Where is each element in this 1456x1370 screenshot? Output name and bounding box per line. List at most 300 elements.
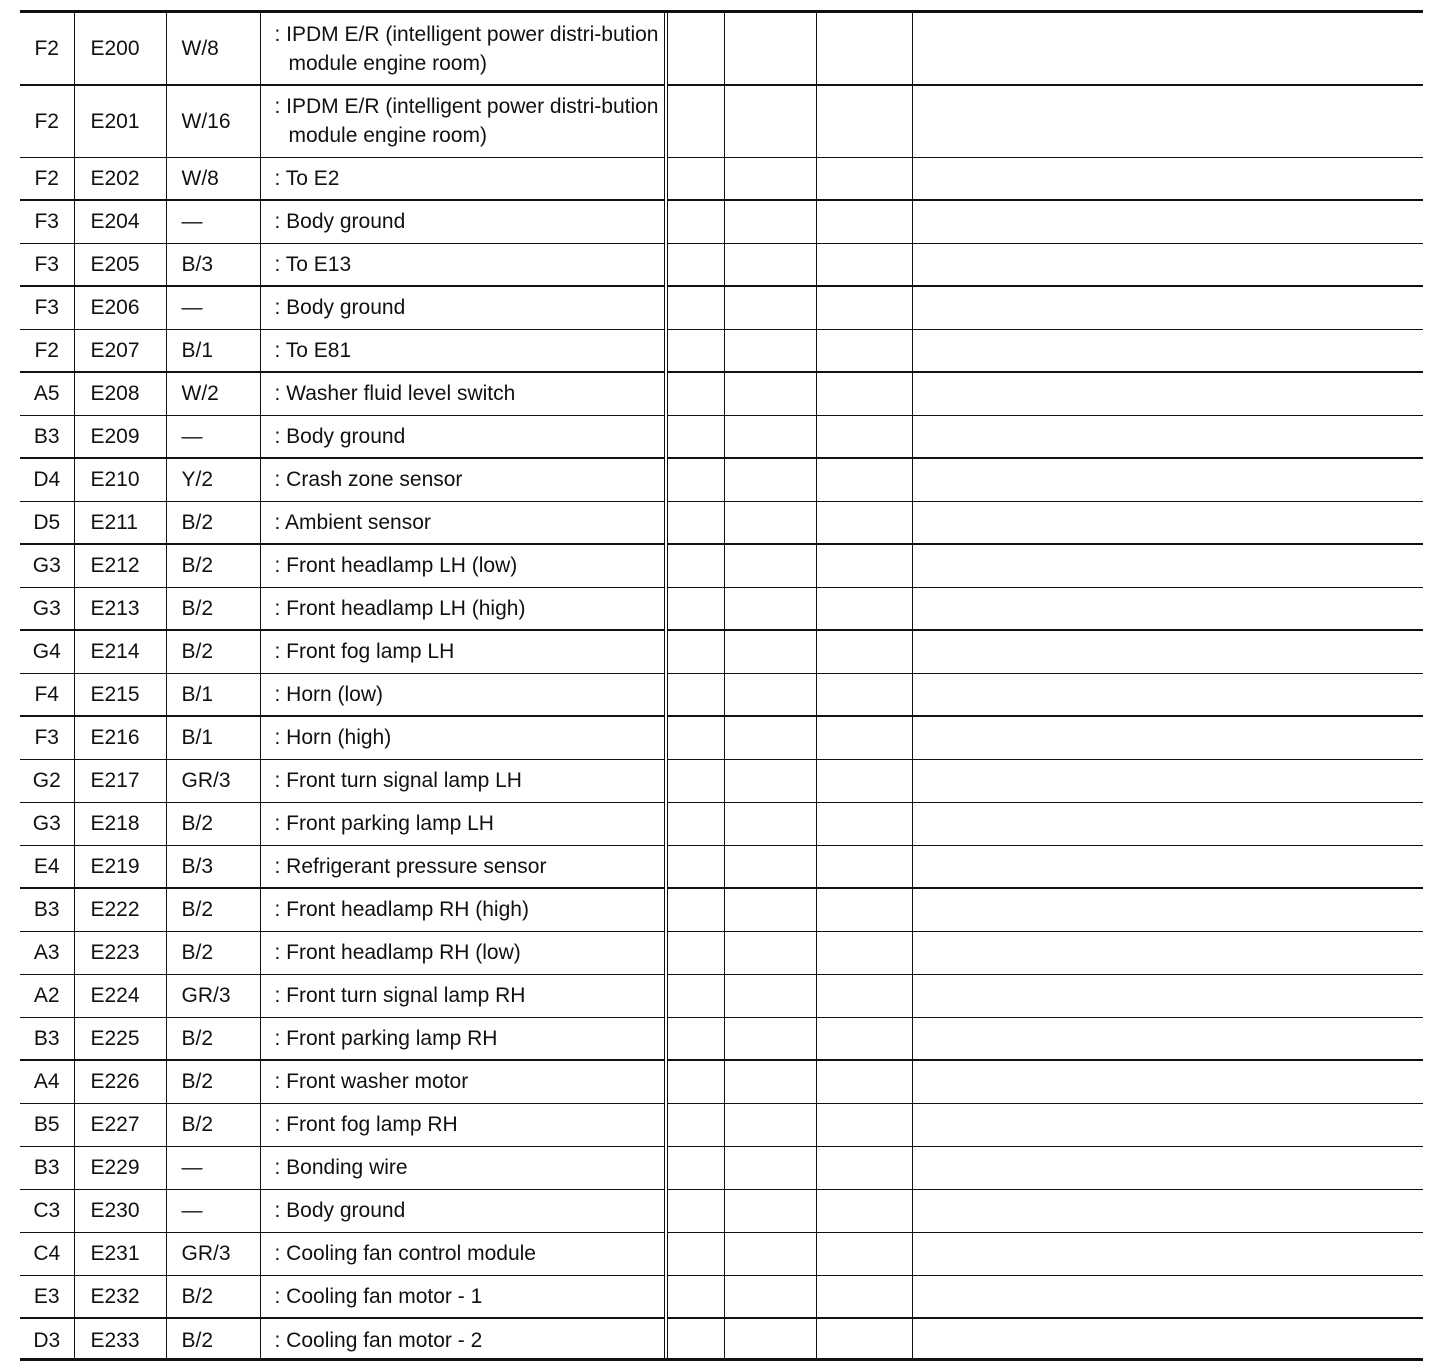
connector-description-cell [260, 759, 666, 802]
connector-description-cell [260, 243, 666, 286]
table-row [20, 1017, 1423, 1060]
connector-number-cell: E209 [74, 415, 166, 458]
connector-number-cell: E212 [74, 544, 166, 587]
connector-description-cell [260, 372, 666, 415]
empty-color-pins-cell [816, 1318, 912, 1361]
grid-reference-cell: G3 [20, 587, 74, 630]
empty-connector-cell [724, 329, 816, 372]
empty-connector-cell [724, 845, 816, 888]
empty-description-cell [912, 372, 1423, 415]
empty-description-cell [912, 415, 1423, 458]
connector-number-cell: E223 [74, 931, 166, 974]
empty-connector-cell [724, 1146, 816, 1189]
empty-grid-cell [666, 1103, 724, 1146]
color-pins-cell: B/2 [166, 888, 260, 931]
color-pins-cell: GR/3 [166, 759, 260, 802]
description-text: : Body ground [274, 210, 406, 234]
connector-list-sheet [20, 10, 1423, 1361]
empty-grid-cell [666, 888, 724, 931]
empty-grid-cell [666, 716, 724, 759]
empty-color-pins-cell [816, 630, 912, 673]
empty-grid-cell [666, 974, 724, 1017]
color-pins-cell: B/2 [166, 630, 260, 673]
table-row [20, 157, 1423, 200]
description-text: : Front washer motor [274, 1070, 469, 1094]
table-row [20, 85, 1423, 157]
empty-connector-cell [724, 501, 816, 544]
table-row [20, 673, 1423, 716]
table-row [20, 286, 1423, 329]
empty-description-cell [912, 716, 1423, 759]
connector-description-cell [260, 200, 666, 243]
empty-connector-cell [724, 1017, 816, 1060]
connector-number-cell: E211 [74, 501, 166, 544]
description-text: : To E13 [274, 252, 352, 276]
empty-color-pins-cell [816, 13, 912, 85]
connector-description-cell [260, 931, 666, 974]
connector-description-cell [260, 329, 666, 372]
color-pins-cell: W/8 [166, 13, 260, 85]
table-row [20, 1103, 1423, 1146]
empty-grid-cell [666, 630, 724, 673]
empty-color-pins-cell [816, 372, 912, 415]
connector-description-cell [260, 458, 666, 501]
empty-color-pins-cell [816, 544, 912, 587]
connector-number-cell: E222 [74, 888, 166, 931]
connector-number-cell: E227 [74, 1103, 166, 1146]
connector-number-cell: E219 [74, 845, 166, 888]
color-pins-cell: B/3 [166, 243, 260, 286]
color-pins-cell: B/2 [166, 544, 260, 587]
connector-description-cell [260, 1103, 666, 1146]
connector-number-cell: E202 [74, 157, 166, 200]
table-row [20, 501, 1423, 544]
grid-reference-cell: B3 [20, 888, 74, 931]
color-pins-cell: GR/3 [166, 974, 260, 1017]
grid-reference-cell: A2 [20, 974, 74, 1017]
description-text: : IPDM E/R (intelligent power distri-bution module engine room) [274, 95, 659, 148]
color-pins-cell: Y/2 [166, 458, 260, 501]
empty-color-pins-cell [816, 587, 912, 630]
empty-description-cell [912, 974, 1423, 1017]
description-text: : Body ground [274, 296, 406, 320]
empty-description-cell [912, 1103, 1423, 1146]
connector-number-cell: E233 [74, 1318, 166, 1361]
description-text: : Refrigerant pressure sensor [274, 854, 547, 878]
description-text: : Cooling fan control module [274, 1242, 536, 1265]
description-text: : Front headlamp RH (high) [274, 898, 529, 922]
connector-description-cell [260, 587, 666, 630]
connector-description-cell [260, 1232, 666, 1275]
empty-description-cell [912, 329, 1423, 372]
connector-description-cell [260, 157, 666, 200]
description-text: : To E2 [274, 166, 340, 190]
grid-reference-cell: A3 [20, 931, 74, 974]
grid-reference-cell: F3 [20, 200, 74, 243]
empty-connector-cell [724, 1060, 816, 1103]
empty-description-cell [912, 759, 1423, 802]
description-text: : Front turn signal lamp RH [274, 984, 526, 1007]
empty-connector-cell [724, 415, 816, 458]
connector-description-cell [260, 85, 666, 157]
empty-color-pins-cell [816, 1232, 912, 1275]
grid-reference-cell: F3 [20, 716, 74, 759]
grid-reference-cell: F2 [20, 85, 74, 157]
empty-description-cell [912, 1060, 1423, 1103]
color-pins-cell: B/2 [166, 587, 260, 630]
empty-connector-cell [724, 673, 816, 716]
empty-grid-cell [666, 1060, 724, 1103]
table-row [20, 759, 1423, 802]
empty-grid-cell [666, 544, 724, 587]
connector-number-cell: E214 [74, 630, 166, 673]
grid-reference-cell: D3 [20, 1318, 74, 1361]
empty-description-cell [912, 458, 1423, 501]
color-pins-cell: — [166, 200, 260, 243]
table-row [20, 1146, 1423, 1189]
connector-description-cell [260, 974, 666, 1017]
description-text: : To E81 [274, 338, 352, 362]
empty-connector-cell [724, 802, 816, 845]
empty-color-pins-cell [816, 157, 912, 200]
color-pins-cell: — [166, 415, 260, 458]
color-pins-cell: — [166, 1146, 260, 1189]
table-row [20, 13, 1423, 85]
connector-description-cell [260, 630, 666, 673]
description-text: : Front parking lamp RH [274, 1026, 498, 1050]
empty-color-pins-cell [816, 1017, 912, 1060]
table-row [20, 716, 1423, 759]
empty-connector-cell [724, 716, 816, 759]
connector-number-cell: E201 [74, 85, 166, 157]
description-text: : Front turn signal lamp LH [274, 769, 522, 792]
grid-reference-cell: F3 [20, 286, 74, 329]
empty-color-pins-cell [816, 673, 912, 716]
empty-grid-cell [666, 501, 724, 544]
empty-grid-cell [666, 458, 724, 501]
grid-reference-cell: C4 [20, 1232, 74, 1275]
empty-description-cell [912, 544, 1423, 587]
empty-connector-cell [724, 1103, 816, 1146]
grid-reference-cell: F2 [20, 329, 74, 372]
color-pins-cell: B/2 [166, 1017, 260, 1060]
connector-number-cell: E232 [74, 1275, 166, 1318]
table-row [20, 329, 1423, 372]
grid-reference-cell: D4 [20, 458, 74, 501]
grid-reference-cell: A4 [20, 1060, 74, 1103]
empty-grid-cell [666, 200, 724, 243]
empty-connector-cell [724, 931, 816, 974]
empty-grid-cell [666, 845, 724, 888]
table-row [20, 974, 1423, 1017]
empty-description-cell [912, 13, 1423, 85]
empty-description-cell [912, 802, 1423, 845]
connector-number-cell: E231 [74, 1232, 166, 1275]
empty-grid-cell [666, 1146, 724, 1189]
empty-color-pins-cell [816, 802, 912, 845]
empty-grid-cell [666, 802, 724, 845]
connector-number-cell: E200 [74, 13, 166, 85]
empty-description-cell [912, 1146, 1423, 1189]
grid-reference-cell: F2 [20, 13, 74, 85]
empty-connector-cell [724, 1275, 816, 1318]
color-pins-cell: B/2 [166, 501, 260, 544]
color-pins-cell: B/1 [166, 329, 260, 372]
empty-grid-cell [666, 372, 724, 415]
description-text: : Washer fluid level switch [274, 382, 516, 406]
color-pins-cell: B/2 [166, 931, 260, 974]
empty-description-cell [912, 888, 1423, 931]
connector-description-cell [260, 1146, 666, 1189]
table-row [20, 415, 1423, 458]
description-text: : Horn (high) [274, 726, 392, 750]
empty-description-cell [912, 673, 1423, 716]
connector-description-cell [260, 13, 666, 85]
connector-number-cell: E216 [74, 716, 166, 759]
empty-color-pins-cell [816, 845, 912, 888]
empty-grid-cell [666, 329, 724, 372]
table-row [20, 630, 1423, 673]
color-pins-cell: B/2 [166, 802, 260, 845]
empty-description-cell [912, 1275, 1423, 1318]
empty-connector-cell [724, 759, 816, 802]
empty-connector-cell [724, 157, 816, 200]
description-text: : Front parking lamp LH [274, 812, 494, 835]
table-row [20, 1232, 1423, 1275]
description-text: : Cooling fan motor - 2 [274, 1328, 483, 1352]
connector-description-cell [260, 1275, 666, 1318]
empty-color-pins-cell [816, 1189, 912, 1232]
connector-description-cell [260, 888, 666, 931]
color-pins-cell: B/2 [166, 1060, 260, 1103]
connector-number-cell: E207 [74, 329, 166, 372]
empty-color-pins-cell [816, 1275, 912, 1318]
empty-grid-cell [666, 415, 724, 458]
empty-connector-cell [724, 13, 816, 85]
empty-connector-cell [724, 200, 816, 243]
table-row [20, 845, 1423, 888]
empty-description-cell [912, 157, 1423, 200]
description-text: : Ambient sensor [274, 510, 431, 534]
color-pins-cell: B/1 [166, 716, 260, 759]
description-text: : Front headlamp LH (low) [274, 554, 518, 578]
connector-description-cell [260, 716, 666, 759]
connector-description-cell [260, 1017, 666, 1060]
empty-description-cell [912, 931, 1423, 974]
empty-color-pins-cell [816, 888, 912, 931]
connector-description-cell [260, 286, 666, 329]
grid-reference-cell: F2 [20, 157, 74, 200]
description-text: : Front headlamp RH (low) [274, 941, 521, 964]
empty-grid-cell [666, 85, 724, 157]
connector-number-cell: E208 [74, 372, 166, 415]
empty-description-cell [912, 630, 1423, 673]
color-pins-cell: W/2 [166, 372, 260, 415]
grid-reference-cell: B3 [20, 1146, 74, 1189]
color-pins-cell: B/2 [166, 1103, 260, 1146]
connector-description-cell [260, 501, 666, 544]
table-row [20, 1189, 1423, 1232]
empty-grid-cell [666, 286, 724, 329]
color-pins-cell: — [166, 1189, 260, 1232]
empty-grid-cell [666, 587, 724, 630]
empty-description-cell [912, 200, 1423, 243]
empty-color-pins-cell [816, 974, 912, 1017]
empty-grid-cell [666, 243, 724, 286]
empty-grid-cell [666, 1189, 724, 1232]
grid-reference-cell: G3 [20, 544, 74, 587]
empty-description-cell [912, 243, 1423, 286]
table-row [20, 1318, 1423, 1361]
empty-connector-cell [724, 85, 816, 157]
empty-connector-cell [724, 243, 816, 286]
empty-color-pins-cell [816, 501, 912, 544]
connector-number-cell: E217 [74, 759, 166, 802]
connector-description-cell [260, 673, 666, 716]
grid-reference-cell: G3 [20, 802, 74, 845]
empty-description-cell [912, 1189, 1423, 1232]
connector-description-cell [260, 802, 666, 845]
empty-description-cell [912, 1318, 1423, 1361]
table-row [20, 243, 1423, 286]
grid-reference-cell: B3 [20, 415, 74, 458]
connector-table [20, 13, 1423, 1361]
empty-description-cell [912, 286, 1423, 329]
connector-number-cell: E224 [74, 974, 166, 1017]
description-text: : Front headlamp LH (high) [274, 596, 526, 620]
empty-color-pins-cell [816, 1103, 912, 1146]
empty-grid-cell [666, 759, 724, 802]
grid-reference-cell: E4 [20, 845, 74, 888]
empty-connector-cell [724, 1189, 816, 1232]
connector-rows [20, 13, 1423, 1361]
empty-grid-cell [666, 13, 724, 85]
empty-connector-cell [724, 544, 816, 587]
color-pins-cell: B/2 [166, 1318, 260, 1361]
description-text: : Bonding wire [274, 1156, 408, 1179]
grid-reference-cell: F3 [20, 243, 74, 286]
connector-description-cell [260, 544, 666, 587]
empty-description-cell [912, 845, 1423, 888]
connector-number-cell: E230 [74, 1189, 166, 1232]
empty-description-cell [912, 501, 1423, 544]
connector-description-cell [260, 845, 666, 888]
color-pins-cell: B/3 [166, 845, 260, 888]
empty-color-pins-cell [816, 329, 912, 372]
empty-color-pins-cell [816, 286, 912, 329]
connector-number-cell: E226 [74, 1060, 166, 1103]
empty-description-cell [912, 1017, 1423, 1060]
grid-reference-cell: A5 [20, 372, 74, 415]
connector-number-cell: E213 [74, 587, 166, 630]
grid-reference-cell: E3 [20, 1275, 74, 1318]
description-text: : Front fog lamp LH [274, 640, 455, 664]
empty-connector-cell [724, 630, 816, 673]
empty-color-pins-cell [816, 458, 912, 501]
empty-connector-cell [724, 286, 816, 329]
empty-color-pins-cell [816, 759, 912, 802]
empty-connector-cell [724, 587, 816, 630]
description-text: : Body ground [274, 424, 406, 448]
table-row [20, 200, 1423, 243]
color-pins-cell: GR/3 [166, 1232, 260, 1275]
connector-description-cell [260, 415, 666, 458]
connector-description-cell [260, 1189, 666, 1232]
empty-connector-cell [724, 1318, 816, 1361]
empty-color-pins-cell [816, 200, 912, 243]
description-text: : Crash zone sensor [274, 468, 463, 492]
connector-description-cell [260, 1318, 666, 1361]
description-text: : Body ground [274, 1199, 406, 1222]
table-row [20, 544, 1423, 587]
grid-reference-cell: D5 [20, 501, 74, 544]
empty-grid-cell [666, 673, 724, 716]
empty-connector-cell [724, 458, 816, 501]
connector-description-cell [260, 1060, 666, 1103]
table-row [20, 458, 1423, 501]
empty-grid-cell [666, 1275, 724, 1318]
empty-description-cell [912, 587, 1423, 630]
empty-connector-cell [724, 1232, 816, 1275]
connector-number-cell: E218 [74, 802, 166, 845]
grid-reference-cell: B5 [20, 1103, 74, 1146]
connector-number-cell: E210 [74, 458, 166, 501]
grid-reference-cell: B3 [20, 1017, 74, 1060]
description-text: : Horn (low) [274, 682, 384, 706]
connector-number-cell: E225 [74, 1017, 166, 1060]
table-row [20, 888, 1423, 931]
color-pins-cell: B/1 [166, 673, 260, 716]
table-row [20, 587, 1423, 630]
empty-color-pins-cell [816, 716, 912, 759]
table-row [20, 372, 1423, 415]
empty-connector-cell [724, 974, 816, 1017]
color-pins-cell: W/16 [166, 85, 260, 157]
connector-number-cell: E229 [74, 1146, 166, 1189]
empty-connector-cell [724, 372, 816, 415]
empty-color-pins-cell [816, 415, 912, 458]
empty-grid-cell [666, 157, 724, 200]
empty-grid-cell [666, 1232, 724, 1275]
empty-grid-cell [666, 1017, 724, 1060]
table-row [20, 931, 1423, 974]
color-pins-cell: — [166, 286, 260, 329]
empty-color-pins-cell [816, 243, 912, 286]
empty-description-cell [912, 1232, 1423, 1275]
grid-reference-cell: G2 [20, 759, 74, 802]
empty-color-pins-cell [816, 931, 912, 974]
color-pins-cell: B/2 [166, 1275, 260, 1318]
empty-color-pins-cell [816, 1060, 912, 1103]
empty-color-pins-cell [816, 85, 912, 157]
table-row [20, 802, 1423, 845]
empty-grid-cell [666, 931, 724, 974]
description-text: : IPDM E/R (intelligent power distri-bution module engine room) [274, 22, 659, 75]
empty-color-pins-cell [816, 1146, 912, 1189]
connector-number-cell: E206 [74, 286, 166, 329]
grid-reference-cell: G4 [20, 630, 74, 673]
description-text: : Cooling fan motor - 1 [274, 1284, 483, 1308]
empty-connector-cell [724, 888, 816, 931]
empty-description-cell [912, 85, 1423, 157]
table-row [20, 1275, 1423, 1318]
connector-number-cell: E215 [74, 673, 166, 716]
connector-number-cell: E205 [74, 243, 166, 286]
description-text: : Front fog lamp RH [274, 1113, 458, 1136]
connector-number-cell: E204 [74, 200, 166, 243]
color-pins-cell: W/8 [166, 157, 260, 200]
grid-reference-cell: C3 [20, 1189, 74, 1232]
